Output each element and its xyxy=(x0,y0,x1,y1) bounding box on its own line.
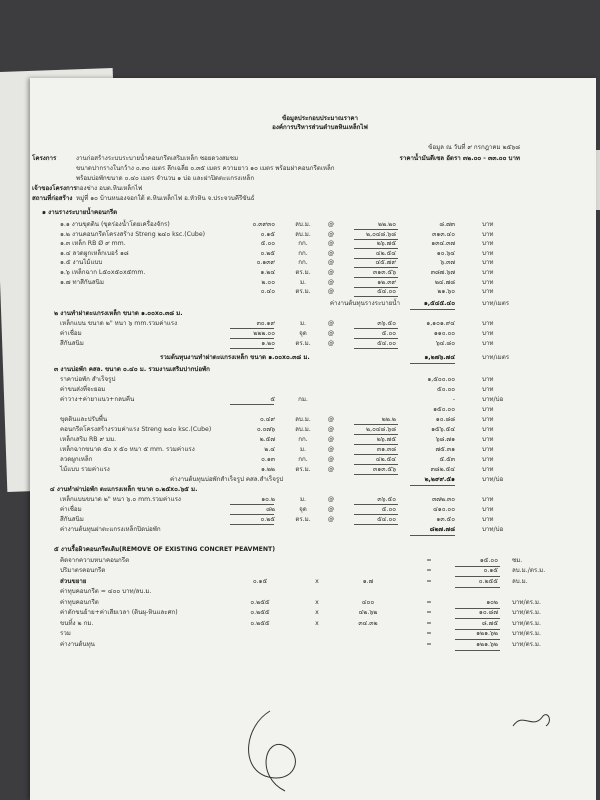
s4-row-qty: ๐.๒๕ xyxy=(260,515,275,523)
s3-row-at: @ xyxy=(327,425,335,433)
s1-row-at: @ xyxy=(327,221,335,228)
s1-row-name: ๑.๒ งานคอนกรีตโครงสร้าง Streng ๒๔๐ ksc.(Cube) xyxy=(60,230,206,238)
s3-row-amount: ๕๐.๐๐ xyxy=(437,385,455,393)
s1-row-price: ๓๑๓.๕๖ xyxy=(373,269,396,276)
s3-row-price: ๒๒.๒ xyxy=(381,415,396,423)
s3-row-at: @ xyxy=(327,465,335,473)
site-label: สถานที่ก่อสร้าง xyxy=(32,195,73,202)
s1-row-price: ๔๕.๗๙ xyxy=(375,259,396,267)
value-underline xyxy=(455,587,500,588)
s3-row-price: ๓๑.๓๘ xyxy=(376,445,396,453)
s1-row-qty: ๐.๓๙๓๐ xyxy=(252,221,275,228)
total-underline xyxy=(410,363,455,364)
s3-row-amount: ๕.๕๓ xyxy=(439,455,455,463)
date-label: ข้อมูล ณ วันที่ ๙ กรกฎาคม ๒๕๖๘ xyxy=(428,144,520,151)
s1-row-qty: ๐.๑๓๙ xyxy=(256,259,275,267)
s2-row-unit: จุด xyxy=(299,329,307,337)
s4-row-unit: ม. xyxy=(299,495,307,503)
s5-row-x: x xyxy=(315,619,319,627)
s3-row-amount: ๑,๕๐๐.๐๐ xyxy=(427,375,455,383)
s1-row-at: @ xyxy=(327,230,335,238)
qty-underline xyxy=(230,514,274,515)
s1-row-name: ๑.๔ ลวดผูกเหล็กเบอร์ ๑๘ xyxy=(60,249,129,257)
s2-row-at: @ xyxy=(327,339,335,347)
s3-row-unit: ลบ.ม. xyxy=(295,425,311,433)
s5-row-unit: บาท/ตร.ม. xyxy=(512,598,541,606)
s1-row-unit: ลบ.ม. xyxy=(295,230,311,238)
s3-row-at: @ xyxy=(327,435,335,443)
s2-row-unit: ตร.ม. xyxy=(295,339,311,347)
header-line-1: ข้อมูลประกอบประมาณราคา xyxy=(281,115,359,122)
s3-row-unit: ตร.ม. xyxy=(295,465,311,473)
s3-row-name: เหล็กเสริม RB ๙ มม. xyxy=(60,435,117,443)
s3-row-amount: - xyxy=(452,395,455,403)
s3-row-qty: ๐.๐๗๖ xyxy=(256,425,275,433)
s5-row-unit: ลบ.ม. xyxy=(512,577,528,585)
s4-row-at: @ xyxy=(327,495,335,503)
s5-row-name: คิดจากความหนาคอนกรีต xyxy=(60,556,130,564)
s5-row-name: ส่วนขยาย xyxy=(60,577,87,585)
qty-underline xyxy=(230,348,274,349)
s1-row-qty: ๐.๔๐ xyxy=(260,288,275,296)
s1-row-name: ๑.๕ งานไม้แบบ xyxy=(60,259,103,267)
s2-row-currency: บาท xyxy=(482,319,494,327)
site-value: หมู่ที่ ๑๐ บ้านหนองจอกใต้ ต.หินเหล็กไฟ อ.หัวหิน จ.ประจวบคีรีขันธ์ xyxy=(76,195,255,202)
s1-row-at: @ xyxy=(327,278,335,286)
s5-row-a: ๐.๑๕ xyxy=(252,577,268,585)
section-2-title: ๒ งานทำฝาตะแกรงเหล็ก ขนาด ๑.๐๐x๐.๓๘ ม. xyxy=(54,309,183,317)
s1-row-at: @ xyxy=(327,249,335,257)
s3-row-price: ๔๒.๕๔ xyxy=(375,455,396,463)
s5-row-eq: = xyxy=(426,619,432,627)
s1-row-at: @ xyxy=(327,240,335,248)
s5-row-x: x xyxy=(315,609,319,617)
s5-row-name: ขนทิ้ง ๒ กม. xyxy=(60,619,94,627)
s1-row-currency: บาท xyxy=(482,240,494,248)
total-underline xyxy=(410,535,455,536)
s1-row-unit: กก. xyxy=(298,259,308,267)
s3-row-amount: ๖๘.๗๑ xyxy=(435,435,455,443)
s3-row-qty: ๑.๒๒ xyxy=(260,465,275,473)
s2-row-qty: ๓๐.๑๙ xyxy=(256,319,275,327)
s1-row-unit: กก. xyxy=(298,240,308,248)
section-5-title: ๕ งานรื้อผิวคอนกรีตเดิม(REMOVE OF EXISTING CONCRET PEAVMENT) xyxy=(54,545,276,553)
s4-sub: เหล็กแบนขนาด ๒" หนา ๖.๐ mm.รวมค่าแรง xyxy=(60,495,181,503)
s3-row-currency: บาท xyxy=(482,425,494,433)
s3-row-currency: บาท/บ่อ xyxy=(482,395,504,403)
s5-row-value: ๑๐.๘๗ xyxy=(478,609,498,617)
signature-scribble xyxy=(225,706,405,796)
s4-row-currency: บาท xyxy=(482,505,494,513)
s2-row-currency: บาท xyxy=(482,329,494,337)
value-underline xyxy=(455,650,500,651)
s2-total-unit: บาท/เมตร xyxy=(482,353,510,361)
s1-row-currency: บาท xyxy=(482,230,494,238)
s4-row-unit: ตร.ม. xyxy=(295,515,311,523)
s1-row-qty: ๒.๐๐ xyxy=(261,278,275,286)
s4-row-qty: ๘๒ xyxy=(266,505,275,513)
s2-total: ๑,๒๗๖.๗๔ xyxy=(424,353,455,361)
s1-row-price: ๒๖.๗๕ xyxy=(376,240,396,248)
s3-row-amount: ๑๐.๘๘ xyxy=(435,415,455,423)
s1-row-price: ๒๒.๒๐ xyxy=(378,221,396,228)
s5-row-value: ๑๒๑.๖๒ xyxy=(476,640,498,648)
qty-underline xyxy=(230,338,274,339)
s4-row-currency: บาท xyxy=(482,515,494,523)
s3-total: ๒,๒๙๙.๕๑ xyxy=(424,475,455,483)
s3-row-name: ค่าวาง+ค่ายาแนว+กลบคืน xyxy=(60,395,135,403)
s4-total-unit: บาท/บ่อ xyxy=(482,525,504,533)
project-spec-2: พร้อมบ่อพักขนาด ๐.๔๐ เมตร จำนวน ๑ บ่อ และฝาปิดตะแกรงเหล็ก xyxy=(76,175,255,182)
s5-row-value: ๑๐๒ xyxy=(486,598,498,606)
s5-row-unit: บาท/ตร.ม. xyxy=(512,609,541,617)
section-1-title: ๑ งานรางระบายน้ำคอนกรีต xyxy=(42,209,118,216)
s1-row-amount: ๑๐.๖๔ xyxy=(436,249,455,257)
s5-row-name: ค่าทุบคอนกรีต xyxy=(60,598,99,606)
s3-row-name: ราคาบ่อพัก สำเร็จรูป xyxy=(60,375,116,383)
s4-row-name: สีกันสนิม xyxy=(60,515,84,523)
price-underline xyxy=(354,504,398,505)
s3-row-currency: บาท xyxy=(482,375,494,383)
s1-row-amount: ๒๑.๖๐ xyxy=(437,288,455,296)
s3-row-currency: บาท xyxy=(482,405,494,413)
s2-total-label: รวมต้นทุนงานทำฝาตะแกรงเหล็ก ขนาด ๑.๐๐x๐.๓๘ ม. xyxy=(160,353,310,361)
s3-row-unit: กก. xyxy=(298,455,308,463)
s1-row-unit: กก. xyxy=(298,249,308,257)
s3-row-unit: ลบ.ม. xyxy=(295,415,311,423)
s1-row-price: ๒,๐๔๘.๖๘ xyxy=(366,230,396,238)
s2-row-price: ๕๔.๐๐ xyxy=(377,339,396,347)
s3-row-amount: ๑๕๐.๐๐ xyxy=(433,405,455,413)
s2-row-price: ๕.๐๐ xyxy=(381,329,396,337)
s5-row-x: x xyxy=(315,577,319,585)
s5-row-name: ปริมาตรคอนกรีต xyxy=(60,567,106,575)
owner-value: กองช่าง อบต.หินเหล็กไฟ xyxy=(76,185,143,192)
s1-row-price: ๔๒.๕๔ xyxy=(375,249,396,257)
s1-row-amount: ๖.๓๗ xyxy=(440,259,455,267)
s3-total-unit: บาท/บ่อ xyxy=(482,475,504,483)
s4-row-amount: ๔๑๐.๐๐ xyxy=(433,505,455,513)
s4-total-label: ค่างานต้นทุนฝาตะแกรงเหล็กปิดบ่อพัก xyxy=(60,525,161,533)
s1-row-qty: ๐.๒๕ xyxy=(260,249,275,257)
s1-row-qty: ๕.๐๐ xyxy=(260,240,275,248)
s2-sub: เหล็กแบน ขนาด ๒" หนา ๖ mm.รวมค่าแรง xyxy=(60,319,178,327)
price-underline xyxy=(354,348,398,349)
project-label: โครงการ xyxy=(32,155,57,162)
s3-row-at: @ xyxy=(327,445,335,453)
s4-row-price: ๕๔.๐๐ xyxy=(377,515,396,523)
document-page xyxy=(30,78,596,800)
s1-row-price: ๑๒.๓๙ xyxy=(377,278,396,286)
s3-row-price: ๒๖.๗๕ xyxy=(376,435,396,443)
s5-row-eq: = xyxy=(426,640,432,648)
s5-row-name: ค่าตักขนย้าย+ค่าเสียเวลา (ดินผุ-หินและศก) xyxy=(60,609,178,617)
s3-row-name: ลวดผูกเหล็ก xyxy=(60,455,93,463)
s1-row-unit: ม. xyxy=(299,278,307,286)
s5-row-eq: = xyxy=(426,567,432,575)
s5-row-b: ๔๒.๖๒ xyxy=(358,609,378,617)
s1-row-name: ๑.๑ งานขุดดิน (ขุดร่องน้ำโดยเครื่องจักร) xyxy=(60,221,170,228)
s1-row-qty: ๑.๒๔ xyxy=(260,269,275,276)
s3-row-currency: บาท xyxy=(482,465,494,473)
total-underline xyxy=(410,309,455,310)
s4-row-qty: ๑๐.๒ xyxy=(261,495,275,503)
price-underline xyxy=(354,444,398,445)
s1-row-currency: บาท xyxy=(482,278,494,286)
s1-total: ๑,๕๔๕.๔๐ xyxy=(423,299,455,307)
owner-label: เจ้าของโครงการ xyxy=(32,185,77,192)
price-underline xyxy=(354,338,398,339)
s1-row-unit: ลบ.ม. xyxy=(295,221,311,228)
s2-row-amount: ๑๑๐.๐๐ xyxy=(433,329,455,337)
s4-row-at: @ xyxy=(327,505,335,513)
s1-row-currency: บาท xyxy=(482,288,494,296)
s2-row-price: ๓๖.๕๐ xyxy=(377,319,396,327)
s4-row-amount: ๓๗๒.๓๐ xyxy=(432,495,455,503)
s2-row-name: สีกันสนิม xyxy=(60,339,84,347)
s2-row-qty: ๒๒๒.๐๐ xyxy=(253,329,275,337)
qty-underline xyxy=(230,328,274,329)
s1-total-unit: บาท/เมตร xyxy=(482,299,510,307)
s5-row-b: ๓๔.๓๒ xyxy=(358,619,378,627)
s5-row-a: ๐.๒๕๕ xyxy=(250,609,270,617)
s4-row-unit: จุด xyxy=(299,505,307,513)
s1-row-unit: ตร.ม. xyxy=(295,288,311,296)
s1-row-currency: บาท xyxy=(482,249,494,257)
s5-row-value: ๑๕.๐๐ xyxy=(479,556,498,564)
s1-row-qty: ๐.๑๕ xyxy=(260,230,275,238)
s1-row-unit: ตร.ม. xyxy=(295,269,311,276)
s5-row-eq: = xyxy=(426,598,432,606)
s3-row-price: ๓๑๓.๕๖ xyxy=(373,465,396,473)
project-spec-1: ขนาดปากรางในกว้าง ๐.๓๐ เมตร ลึกเฉลี่ย ๐.๓๕ เมตร ความยาว ๑๐ เมตร พร้อมฝาคอนกรีตเหล็ก xyxy=(76,165,335,172)
s3-row-qty: ๕ xyxy=(270,395,275,403)
header-line-2: องค์การบริหารส่วนตำบลหินเหล็กไฟ xyxy=(272,124,368,131)
s3-row-currency: บาท xyxy=(482,445,494,453)
s1-row-amount: ๓๘๗.๖๗ xyxy=(430,269,455,276)
section-4-title: ๔ งานทำฝาบ่อพัก ตะแกรงเหล็ก ขนาด ๐.๒๕x๐.๖๕ ม. xyxy=(50,485,198,493)
s3-row-unit: ม. xyxy=(299,445,307,453)
s1-row-price: ๕๔.๐๐ xyxy=(377,288,396,296)
s5-row-eq: = xyxy=(426,577,432,585)
s3-row-unit: กก. xyxy=(298,435,308,443)
s4-row-price: ๓๖.๕๐ xyxy=(377,495,396,503)
price-underline xyxy=(354,464,398,465)
s4-row-price: ๕.๐๐ xyxy=(381,505,396,513)
total-underline xyxy=(410,485,455,486)
s1-row-name: ๑.๓ เหล็ก RB Ø ๙ mm. xyxy=(60,240,126,248)
s1-row-amount: ๒๔.๗๘ xyxy=(434,278,455,286)
s3-row-price: ๒,๐๔๘.๖๘ xyxy=(366,425,396,433)
s3-row-qty: ๒.๔ xyxy=(264,445,275,453)
s4-row-amount: ๑๓.๕๐ xyxy=(436,515,455,523)
s1-row-currency: บาท xyxy=(482,269,494,276)
s5-row-a: ๐.๒๕๕ xyxy=(250,619,270,627)
s5-row-name: รวม xyxy=(60,630,71,638)
qty-underline xyxy=(230,404,274,405)
fuel-label: ราคาน้ำมันดีเซล อัตรา ๓๒.๐๐ - ๓๓.๐๐ บาท xyxy=(399,155,520,162)
s3-row-amount: ๓๘๒.๕๔ xyxy=(430,465,455,473)
initials-scribble xyxy=(508,706,558,736)
qty-underline xyxy=(230,524,274,525)
s5-row-unit: บาท/ตร.ม. xyxy=(512,630,541,638)
price-underline xyxy=(354,524,398,525)
s1-row-at: @ xyxy=(327,269,335,276)
qty-underline xyxy=(230,504,274,505)
s2-row-amount: ๖๔.๘๐ xyxy=(435,339,455,347)
s1-row-currency: บาท xyxy=(482,259,494,267)
price-underline xyxy=(354,454,398,455)
s4-row-name: ค่าเชื่อม xyxy=(60,505,82,513)
s1-row-amount: ๑๓๔.๓๗ xyxy=(431,240,455,248)
s4-total: ๘๒๗.๗๘ xyxy=(429,525,455,533)
s1-row-name: ๑.๖ เหล็กฉาก L๕๐x๕๐x๕mm. xyxy=(60,269,146,276)
price-underline xyxy=(354,229,398,230)
s2-row-name: ค่าเชื่อม xyxy=(60,329,82,337)
price-underline xyxy=(354,328,398,329)
price-underline xyxy=(354,424,398,425)
s5-row-eq: = xyxy=(426,630,432,638)
s3-row-currency: บาท xyxy=(482,385,494,393)
s3-row-amount: ๗๕.๓๑ xyxy=(435,445,455,453)
price-underline xyxy=(354,514,398,515)
s3-row-at: @ xyxy=(327,415,335,423)
s2-row-at: @ xyxy=(327,319,335,327)
s3-row-qty: ๒.๕๗ xyxy=(259,435,275,443)
s3-row-name: คอนกรีตโครงสร้างรวมค่าแรง Streng ๒๔๐ ksc.(Cube) xyxy=(60,425,212,433)
s5-row-eq: = xyxy=(426,609,432,617)
price-underline xyxy=(354,474,398,475)
s5-row-unit: บาท/ตร.ม. xyxy=(512,640,541,648)
s1-row-currency: บาท xyxy=(482,221,494,228)
s4-row-currency: บาท xyxy=(482,495,494,503)
s5-row-b: ๔๐๐ xyxy=(361,598,375,606)
s3-row-currency: บาท xyxy=(482,455,494,463)
s3-row-name: ค่าขนส่งที่จะยอม xyxy=(60,385,106,393)
s3-row-amount: ๑๕๖.๕๔ xyxy=(431,425,455,433)
s3-row-name: ขุดดินและปรับพื้น xyxy=(60,415,108,423)
s2-row-at: @ xyxy=(327,329,335,337)
price-underline xyxy=(354,296,398,297)
s3-row-name: ไม้แบบ รวมค่าแรง xyxy=(60,465,110,473)
s4-row-at: @ xyxy=(327,515,335,523)
s5-row-value: ๘.๗๕ xyxy=(481,619,498,627)
s5-row-x: x xyxy=(315,598,319,606)
s1-total-label: ค่างานต้นทุนรางระบายน้ำ xyxy=(329,299,400,307)
section-3-title: ๓ งานบ่อพัก คสล. ขนาด ๐.๔๐ ม. รวมงานเสริมปากบ่อพัก xyxy=(54,365,210,373)
s3-row-name: เหล็กฉากขนาด ๕๐ x ๕๐ หนา ๕ mm. รวมค่าแรง xyxy=(60,445,195,453)
s5-row-a: ๐.๒๕๕ xyxy=(250,598,270,606)
s3-row-qty: ๐.๔๙ xyxy=(260,415,275,423)
s5-row-unit: ลบ.ม./ตร.ม. xyxy=(512,567,546,575)
price-underline xyxy=(354,277,398,278)
s2-row-unit: ม. xyxy=(299,319,307,327)
s2-row-qty: ๑.๒๐ xyxy=(261,339,275,347)
s3-row-unit: กม. xyxy=(298,395,308,403)
s3-row-at: @ xyxy=(327,455,335,463)
s3-row-currency: บาท xyxy=(482,435,494,443)
project-name: งานก่อสร้างระบบระบายน้ำคอนกรีตเสริมเหล็ก ซอยดวงสมชม xyxy=(76,155,239,162)
s2-row-amount: ๑,๑๐๑.๙๔ xyxy=(426,319,455,327)
s5-row-name: ค่างานต้นทุน xyxy=(60,640,95,648)
s5-row-unit: ซม. xyxy=(512,556,523,564)
s3-row-qty: ๐.๑๓ xyxy=(261,455,275,463)
s1-row-amount: ๓๑๓.๔๐ xyxy=(432,230,455,238)
s5-row-eq: = xyxy=(426,556,432,564)
s5-row-value: ๐.๒๕๕ xyxy=(478,577,498,585)
s5-row-unit: บาท/ตร.ม. xyxy=(512,619,541,627)
s1-row-name: ๑.๗ ทาสีกันสนิม xyxy=(60,278,104,286)
s1-row-at: @ xyxy=(327,259,335,267)
s1-row-amount: ๘.๗๓ xyxy=(439,221,455,228)
s2-row-currency: บาท xyxy=(482,339,494,347)
s3-total-label: ค่างานต้นทุนบ่อพักสำเร็จรูป คสล.สำเร็จรูป xyxy=(170,475,284,483)
price-underline xyxy=(354,434,398,435)
s5-row-value: ๑๒๑.๖๒ xyxy=(476,630,498,638)
s5-row-b: ๑.๗ xyxy=(362,577,374,585)
s5-row-value: ๐.๑๕ xyxy=(483,567,498,575)
s1-row-at: @ xyxy=(327,288,335,296)
s3-row-currency: บาท xyxy=(482,415,494,423)
s5-row-name: ค่าทุบคอนกรีต = ๔๐๐ บาท/ลบ.ม. xyxy=(60,588,152,596)
